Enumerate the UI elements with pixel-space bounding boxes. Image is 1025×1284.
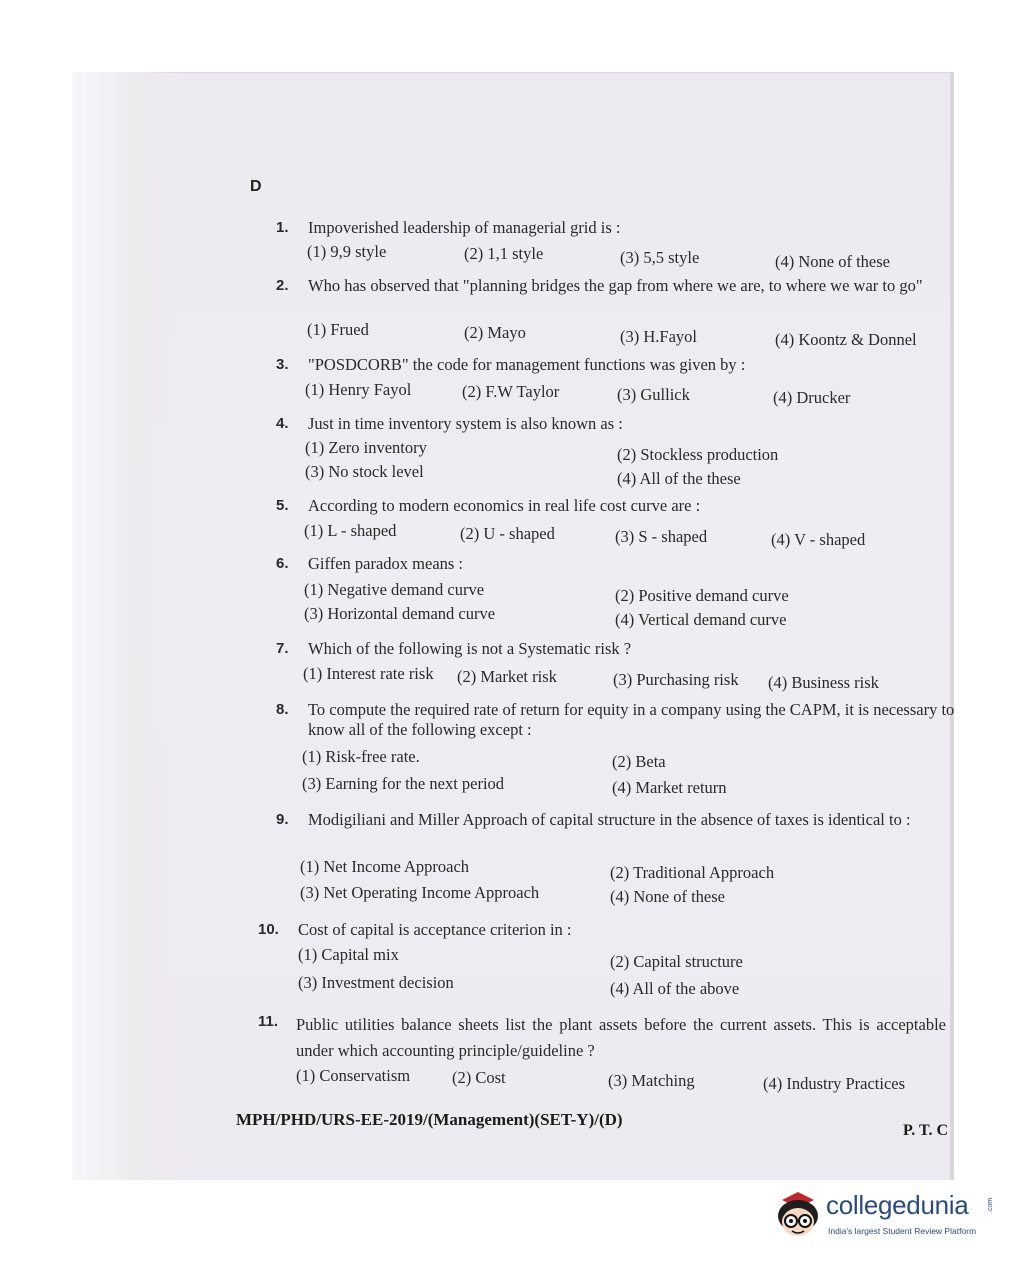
option-1: (1) Henry Fayol bbox=[305, 380, 412, 399]
option-3: (3) H.Fayol bbox=[620, 327, 697, 346]
option-3: (3) S - shaped bbox=[615, 527, 708, 546]
option-3: (3) Purchasing risk bbox=[613, 670, 739, 689]
option-4: (4) All of the above bbox=[610, 979, 740, 998]
question-number: 4. bbox=[276, 415, 289, 432]
option-2: (2) Beta bbox=[612, 752, 666, 771]
option-2: (2) 1,1 style bbox=[464, 244, 544, 263]
question-number: 6. bbox=[276, 555, 289, 572]
question-number: 11. bbox=[258, 1013, 279, 1030]
option-1: (1) Conservatism bbox=[296, 1066, 411, 1085]
question-stem: Just in time inventory system is also known as : bbox=[308, 414, 623, 433]
option-3: (3) Matching bbox=[608, 1071, 695, 1090]
paper-code: MPH/PHD/URS-EE-2019/(Management)(SET-Y)/(D) bbox=[236, 1110, 623, 1129]
question-number: 2. bbox=[276, 277, 289, 294]
paper-fold-shadow bbox=[72, 72, 182, 1180]
question-number: 5. bbox=[276, 497, 289, 514]
collegedunia-watermark bbox=[768, 1180, 998, 1250]
option-1: (1) Frued bbox=[307, 320, 369, 339]
option-2: (2) U - shaped bbox=[460, 524, 555, 543]
option-3: (3) 5,5 style bbox=[620, 248, 700, 267]
option-1: (1) Negative demand curve bbox=[304, 580, 485, 599]
option-4: (4) None of these bbox=[610, 887, 726, 906]
question-number: 8. bbox=[276, 701, 289, 718]
option-3: (3) Net Operating Income Approach bbox=[300, 883, 540, 902]
option-1: (1) L - shaped bbox=[304, 521, 397, 540]
question-stem: Giffen paradox means : bbox=[308, 554, 464, 573]
option-2: (2) Traditional Approach bbox=[610, 863, 775, 882]
option-4: (4) Market return bbox=[612, 778, 727, 797]
option-2: (2) Mayo bbox=[464, 323, 526, 342]
option-1: (1) Net Income Approach bbox=[300, 857, 470, 876]
brand-domain: .com bbox=[987, 1197, 995, 1214]
option-4: (4) Drucker bbox=[773, 388, 851, 407]
option-3: (3) Horizontal demand curve bbox=[304, 604, 496, 623]
option-2: (2) Market risk bbox=[457, 667, 557, 686]
question-number: 7. bbox=[276, 640, 289, 657]
question-number: 1. bbox=[276, 219, 289, 236]
please-turn-over: P. T. C bbox=[903, 1122, 949, 1139]
option-1: (1) Risk-free rate. bbox=[302, 747, 420, 766]
option-4: (4) V - shaped bbox=[771, 530, 866, 549]
question-stem: To compute the required rate of return for equity in a company using the CAPM, it is necessary to know all of the following except : bbox=[308, 700, 955, 739]
option-4: (4) Business risk bbox=[768, 673, 879, 692]
option-3: (3) Gullick bbox=[617, 385, 690, 404]
brand-name: collegedunia bbox=[826, 1190, 969, 1220]
option-1: (1) Capital mix bbox=[298, 945, 399, 964]
question-stem: Which of the following is not a Systematic risk ? bbox=[308, 639, 632, 658]
question-stem: Public utilities balance sheets list the plant assets before the current assets. This is acceptable under which accounting principle/guideline ? bbox=[296, 1015, 946, 1060]
option-3: (3) Earning for the next period bbox=[302, 774, 505, 793]
option-4: (4) Koontz & Donnel bbox=[775, 330, 917, 349]
option-2: (2) Capital structure bbox=[610, 952, 743, 971]
option-2: (2) Stockless production bbox=[617, 445, 779, 464]
question-stem: According to modern economics in real life cost curve are : bbox=[308, 496, 701, 515]
option-4: (4) Industry Practices bbox=[763, 1074, 906, 1093]
option-1: (1) Zero inventory bbox=[305, 438, 427, 457]
set-letter: D bbox=[250, 178, 262, 195]
option-4: (4) None of these bbox=[775, 252, 891, 271]
question-stem: "POSDCORB" the code for management functions was given by : bbox=[308, 355, 746, 374]
option-3: (3) No stock level bbox=[305, 462, 424, 481]
option-2: (2) Positive demand curve bbox=[615, 586, 789, 605]
question-stem: Modigiliani and Miller Approach of capital structure in the absence of taxes is identical to : bbox=[308, 810, 911, 829]
question-stem: Cost of capital is acceptance criterion in : bbox=[298, 920, 572, 939]
collegedunia-logo-icon bbox=[768, 1186, 824, 1242]
option-4: (4) All of the these bbox=[617, 469, 741, 488]
option-4: (4) Vertical demand curve bbox=[615, 610, 787, 629]
option-1: (1) 9,9 style bbox=[307, 242, 387, 261]
question-number: 3. bbox=[276, 356, 289, 373]
question-stem: Impoverished leadership of managerial grid is : bbox=[308, 218, 621, 237]
option-3: (3) Investment decision bbox=[298, 973, 454, 992]
option-2: (2) F.W Taylor bbox=[462, 382, 560, 401]
option-1: (1) Interest rate risk bbox=[303, 664, 434, 683]
paper-edge bbox=[950, 72, 954, 1180]
brand-tagline: India's largest Student Review Platform bbox=[828, 1226, 977, 1236]
question-stem: Who has observed that "planning bridges the gap from where we are, to where we war to go" bbox=[308, 276, 923, 295]
question-number: 10. bbox=[258, 921, 279, 938]
option-2: (2) Cost bbox=[452, 1068, 506, 1087]
question-number: 9. bbox=[276, 811, 289, 828]
